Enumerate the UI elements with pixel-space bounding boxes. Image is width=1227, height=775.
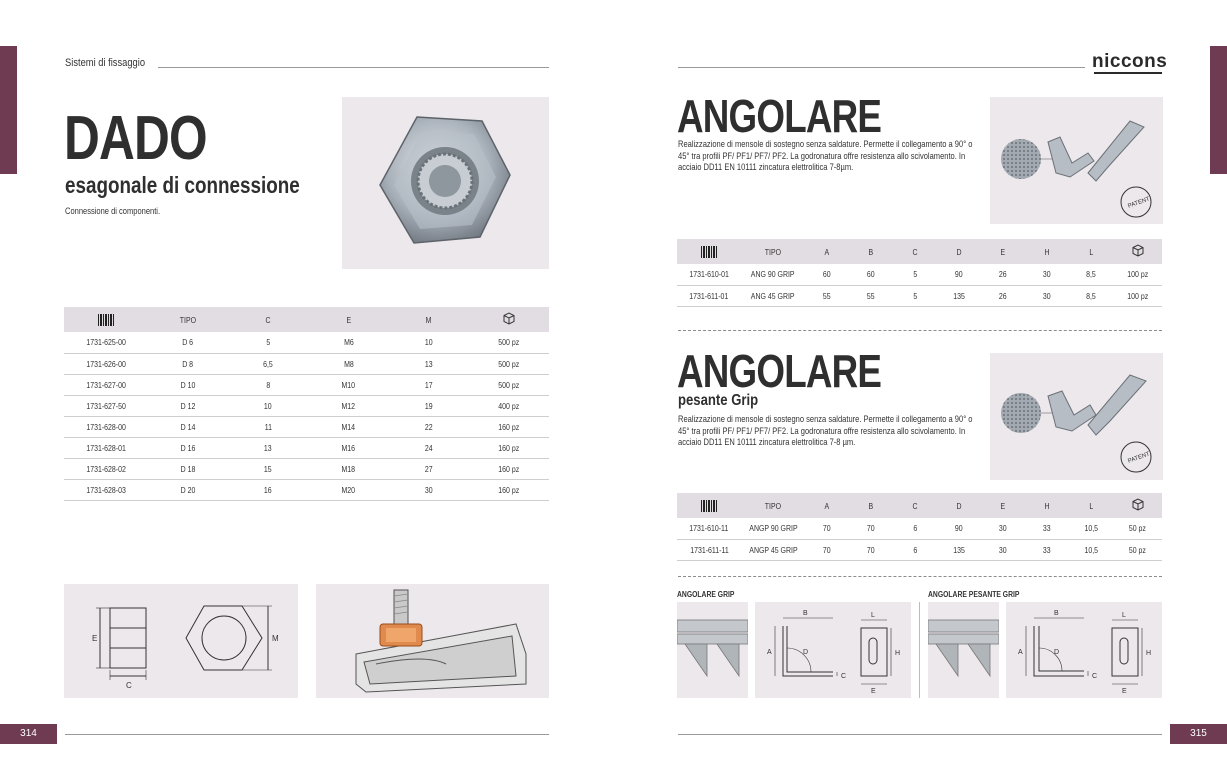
col-a: A [805, 239, 849, 264]
dim-label-a: A [767, 649, 772, 656]
col-tipo: TIPO [741, 493, 805, 518]
dim-label-d: D [803, 649, 809, 656]
page-number-left: 314 [0, 724, 57, 744]
left-edge-tab [0, 46, 17, 174]
dim-label-m: M [272, 634, 279, 643]
package-icon [469, 307, 549, 332]
section-divider-2 [678, 576, 1162, 577]
table-row: 1731-625-00 D 6 5 M6 10 500 pz [64, 332, 549, 353]
header-rule [158, 67, 549, 68]
product-title-angolare-pesante: ANGOLARE [677, 345, 882, 397]
col-b: B [849, 493, 893, 518]
grip-dimension-drawing [755, 602, 911, 698]
dim-label-h: H [1146, 650, 1152, 657]
package-icon [1113, 239, 1162, 264]
pesante-application-photo [928, 602, 999, 698]
dim-label-b: B [803, 610, 808, 617]
table-row: 1731-627-00 D 10 8 M10 17 500 pz [64, 374, 549, 395]
table-row: 1731-611-01 ANG 45 GRIP 55 55 5 135 26 30 8,5 100 pz [677, 285, 1162, 306]
dim-label-c: C [841, 673, 847, 680]
footer-rule-right [678, 734, 1162, 735]
right-edge-tab [1210, 46, 1227, 174]
col-d: D [937, 493, 981, 518]
table-row: 1731-610-01 ANG 90 GRIP 60 60 5 90 26 30 8,5 100 pz [677, 264, 1162, 285]
table-header-row [677, 493, 1162, 518]
niccons-logo: niccons [1092, 51, 1168, 72]
dim-label-b: B [1054, 610, 1059, 617]
angolare-pesante-spec-table [677, 493, 1162, 561]
col-e: E [308, 307, 389, 332]
table-header-row [64, 307, 549, 332]
section-divider-1 [678, 330, 1162, 331]
product-description-angolare: Realizzazione di mensole di sostegno senza saldature. Permette il collegamento a 90° o 45° tra profili PF/ PF1/ PF7/ PF2. La godronatura offre resistenza allo scivolamento. In acciaio DD11 EN 10111 zincatura elettrolitica 7-8µm. [678, 139, 973, 172]
dim-label-a: A [1018, 649, 1023, 656]
col-tipo: TIPO [148, 307, 228, 332]
table-row: 1731-626-00 D 8 6,5 M8 13 500 pz [64, 353, 549, 374]
dim-label-e: E [871, 688, 876, 695]
barcode-icon [64, 307, 148, 332]
barcode-icon [677, 493, 741, 518]
table-row: 1731-628-03 D 20 16 M20 30 160 pz [64, 479, 549, 500]
dim-label-l: L [871, 612, 875, 619]
barcode-icon [677, 239, 741, 264]
col-d: D [937, 239, 981, 264]
dim-label-l: L [1122, 612, 1126, 619]
table-row: 1731-628-01 D 16 13 M16 24 160 pz [64, 437, 549, 458]
figure-label-grip: ANGOLARE GRIP [677, 590, 735, 599]
grip-application-photo [677, 602, 748, 698]
col-tipo: TIPO [741, 239, 805, 264]
table-row: 1731-628-02 D 18 15 M18 27 160 pz [64, 458, 549, 479]
table-row: 1731-627-50 D 12 10 M12 19 400 pz [64, 395, 549, 416]
dim-label-c: C [126, 681, 132, 690]
col-c: C [893, 493, 937, 518]
pesante-dimension-drawing [1006, 602, 1162, 698]
patent-badge-1: PATENT [1127, 196, 1151, 210]
product-subtitle-pesante: pesante Grip [678, 392, 759, 409]
col-b: B [849, 239, 893, 264]
table-row: 1731-628-00 D 14 11 M14 22 160 pz [64, 416, 549, 437]
col-m: M [389, 307, 469, 332]
nut-application-illustration [316, 584, 549, 698]
patent-badge-2: PATENT [1127, 451, 1151, 465]
table-row: 1731-610-11 ANGP 90 GRIP 70 70 6 90 30 33 10,5 50 pz [677, 518, 1162, 539]
dim-label-e: E [92, 634, 98, 643]
col-l: L [1069, 493, 1113, 518]
figure-separator [919, 602, 920, 698]
page-number-right: 315 [1170, 724, 1227, 744]
angolare-photo [990, 97, 1163, 224]
nut-photo [342, 97, 549, 269]
angolare-spec-table [677, 239, 1162, 307]
product-title-angolare: ANGOLARE [677, 90, 882, 142]
logo-underline [1094, 72, 1162, 74]
product-subtitle-dado: esagonale di connessione [65, 172, 300, 198]
angolare-pesante-photo [990, 353, 1163, 480]
col-e: E [981, 239, 1025, 264]
col-c: C [228, 307, 308, 332]
dim-label-e: E [1122, 688, 1127, 695]
header-rule-right [678, 67, 1085, 68]
col-h: H [1025, 239, 1069, 264]
col-a: A [805, 493, 849, 518]
section-label: Sistemi di fissaggio [65, 57, 146, 69]
dado-spec-table [64, 307, 549, 501]
col-e: E [981, 493, 1025, 518]
dim-label-c: C [1092, 673, 1098, 680]
product-description-pesante: Realizzazione di mensole di sostegno senza saldature. Permette il collegamento a 90° o 45° tra profili PF/ PF1/ PF7/ PF2. La godronatura offre resistenza allo scivolamento. In acciaio DD11 EN 10111 zincatura elettrolitica 7-8 µm. [678, 414, 973, 447]
product-title-dado: DADO [64, 104, 207, 173]
nut-technical-drawing [64, 584, 298, 698]
footer-rule-left [65, 734, 549, 735]
package-icon [1113, 493, 1162, 518]
dim-label-h: H [895, 650, 901, 657]
col-c: C [893, 239, 937, 264]
table-row: 1731-611-11 ANGP 45 GRIP 70 70 6 135 30 33 10,5 50 pz [677, 539, 1162, 560]
col-h: H [1025, 493, 1069, 518]
figure-label-pesante: ANGOLARE PESANTE GRIP [928, 590, 1020, 599]
col-l: L [1069, 239, 1113, 264]
product-description-dado: Connessione di componenti. [65, 206, 161, 216]
table-header-row [677, 239, 1162, 264]
dim-label-d: D [1054, 649, 1060, 656]
hex-nut-illustration [342, 97, 549, 269]
